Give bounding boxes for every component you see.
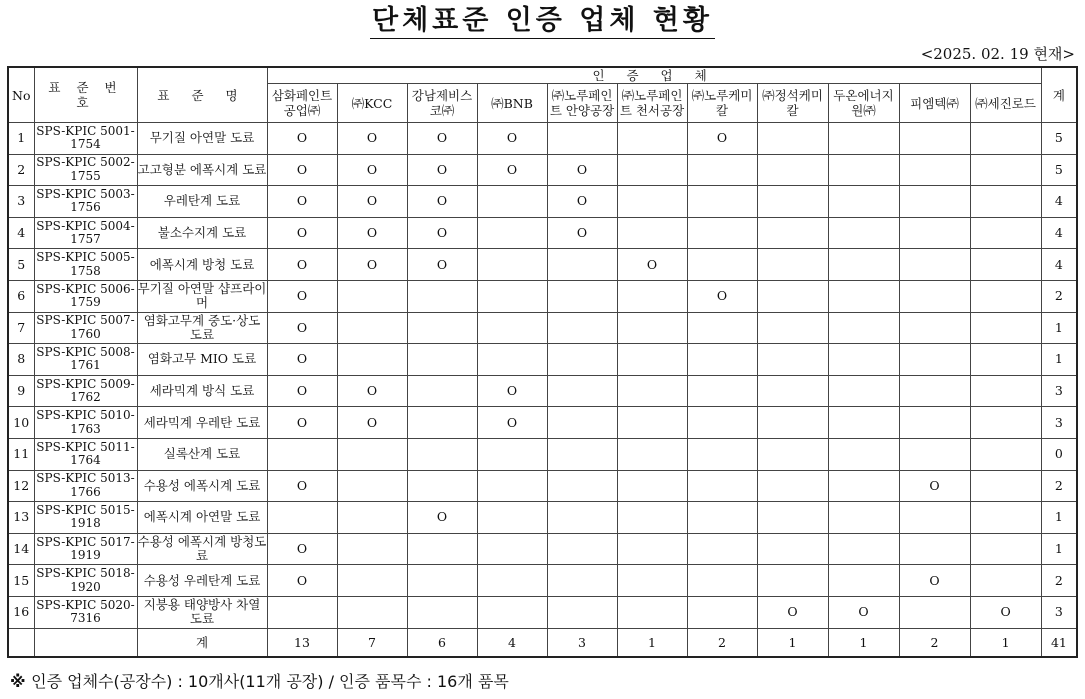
certification-mark: O [267, 470, 337, 502]
row-number: 16 [8, 596, 34, 628]
standard-code: SPS-KPIC 5004-1757 [34, 217, 137, 249]
certification-mark: O [899, 470, 970, 502]
certification-mark [407, 565, 477, 597]
certification-mark [687, 312, 757, 344]
certification-mark [757, 154, 828, 186]
row-total: 1 [1041, 344, 1077, 376]
certification-mark [547, 470, 617, 502]
row-total: 0 [1041, 438, 1077, 470]
company-total: 2 [687, 628, 757, 657]
certification-mark [617, 438, 687, 470]
company-total: 13 [267, 628, 337, 657]
certification-mark [970, 344, 1041, 376]
certification-mark [337, 344, 407, 376]
company-header-1: 삼화페인트공업㈜ [267, 84, 337, 123]
certification-mark [337, 565, 407, 597]
certification-mark: O [477, 123, 547, 155]
certification-mark: O [477, 375, 547, 407]
standard-code: SPS-KPIC 5001-1754 [34, 123, 137, 155]
certification-mark: O [337, 249, 407, 281]
standard-code: SPS-KPIC 5003-1756 [34, 186, 137, 218]
totals-empty-no [8, 628, 34, 657]
certification-mark: O [687, 280, 757, 312]
row-total: 1 [1041, 502, 1077, 534]
page-title: 단체표준 인증 업체 현황 [370, 4, 715, 39]
certification-mark [687, 533, 757, 565]
row-number: 9 [8, 375, 34, 407]
certification-mark [477, 186, 547, 218]
row-total: 3 [1041, 375, 1077, 407]
row-number: 4 [8, 217, 34, 249]
certification-mark [267, 438, 337, 470]
table-row [8, 438, 1077, 470]
certification-mark [267, 596, 337, 628]
certification-mark [477, 249, 547, 281]
row-number: 6 [8, 280, 34, 312]
company-total: 2 [899, 628, 970, 657]
certification-mark [617, 596, 687, 628]
certification-mark: O [267, 344, 337, 376]
row-number: 10 [8, 407, 34, 439]
certification-mark [337, 280, 407, 312]
totals-row [8, 628, 1077, 657]
certification-mark [899, 123, 970, 155]
table-row [8, 312, 1077, 344]
standard-name: 불소수지계 도료 [137, 217, 267, 249]
certification-mark: O [337, 375, 407, 407]
row-total: 5 [1041, 154, 1077, 186]
certification-mark [547, 344, 617, 376]
certification-mark [970, 407, 1041, 439]
certification-mark [407, 344, 477, 376]
certification-mark [547, 438, 617, 470]
certification-mark [970, 375, 1041, 407]
certification-mark [687, 186, 757, 218]
row-total: 5 [1041, 123, 1077, 155]
standard-name: 우레탄계 도료 [137, 186, 267, 218]
certification-mark [828, 375, 899, 407]
certification-mark [828, 280, 899, 312]
certification-mark [267, 502, 337, 534]
certification-mark [687, 502, 757, 534]
certification-mark [970, 280, 1041, 312]
standard-name: 세라믹계 우레탄 도료 [137, 407, 267, 439]
certification-mark [828, 470, 899, 502]
standard-name: 에폭시계 방청 도료 [137, 249, 267, 281]
standard-name: 염화고무 MIO 도료 [137, 344, 267, 376]
footnote-symbol: ※ [10, 672, 26, 691]
standard-code: SPS-KPIC 5006-1759 [34, 280, 137, 312]
certification-mark [337, 533, 407, 565]
certification-mark [970, 123, 1041, 155]
standard-name: 수용성 에폭시계 방청도료 [137, 534, 267, 564]
header-no: No [8, 67, 34, 123]
certification-mark [407, 280, 477, 312]
certification-mark: O [267, 154, 337, 186]
row-total: 2 [1041, 280, 1077, 312]
company-total: 3 [547, 628, 617, 657]
certification-mark [899, 249, 970, 281]
certification-mark [757, 186, 828, 218]
company-header-5: ㈜노루페인트 안양공장 [547, 84, 617, 123]
certification-mark [337, 596, 407, 628]
standard-name: 무기질 아연말 도료 [137, 123, 267, 155]
table-row [8, 407, 1077, 439]
certification-mark: O [407, 502, 477, 534]
standard-code: SPS-KPIC 5018-1920 [34, 565, 137, 597]
standard-code: SPS-KPIC 5008-1761 [34, 344, 137, 376]
standard-name: 무기질 아연말 샵프라이머 [137, 281, 267, 311]
certification-mark: O [337, 154, 407, 186]
certification-mark [617, 565, 687, 597]
certification-mark [687, 407, 757, 439]
company-header-7: ㈜노루케미칼 [687, 84, 757, 123]
certification-mark [687, 154, 757, 186]
table-body [8, 123, 1077, 629]
standard-code: SPS-KPIC 5002-1755 [34, 154, 137, 186]
certification-mark [547, 312, 617, 344]
certification-mark [970, 249, 1041, 281]
certification-mark [477, 280, 547, 312]
standard-name: 지붕용 태양방사 차열 도료 [137, 596, 267, 628]
certification-mark [828, 502, 899, 534]
standard-name: 세라믹계 방식 도료 [137, 375, 267, 407]
header-standard-code: 표 준 번 호 [34, 67, 137, 123]
header-certified-companies: 인 증 업 체 [267, 67, 1041, 84]
certification-mark [757, 375, 828, 407]
certification-mark [617, 312, 687, 344]
certification-mark [970, 533, 1041, 565]
row-total: 2 [1041, 565, 1077, 597]
standard-name: 수용성 우레탄계 도료 [137, 565, 267, 597]
standard-code: SPS-KPIC 5005-1758 [34, 249, 137, 281]
certification-mark [757, 312, 828, 344]
certification-mark [687, 249, 757, 281]
certification-mark [407, 438, 477, 470]
certification-mark [687, 344, 757, 376]
footnote [10, 669, 509, 692]
standard-code: SPS-KPIC 5015-1918 [34, 502, 137, 534]
certification-mark: O [337, 217, 407, 249]
row-number: 13 [8, 502, 34, 534]
certification-mark: O [547, 186, 617, 218]
row-number: 8 [8, 344, 34, 376]
certification-mark [899, 217, 970, 249]
certification-mark [547, 123, 617, 155]
certification-mark [407, 312, 477, 344]
certification-mark: O [267, 217, 337, 249]
certification-mark: O [547, 217, 617, 249]
row-number: 3 [8, 186, 34, 218]
table-row [8, 470, 1077, 502]
certification-mark [547, 375, 617, 407]
row-total: 4 [1041, 249, 1077, 281]
table-row [8, 533, 1077, 565]
certification-mark [970, 186, 1041, 218]
certification-mark: O [828, 596, 899, 628]
certification-mark [477, 312, 547, 344]
certification-mark: O [267, 312, 337, 344]
company-total: 6 [407, 628, 477, 657]
certification-mark [899, 375, 970, 407]
row-total: 3 [1041, 596, 1077, 628]
standard-code: SPS-KPIC 5009-1762 [34, 375, 137, 407]
row-total: 4 [1041, 217, 1077, 249]
table-row [8, 249, 1077, 281]
certification-mark [687, 565, 757, 597]
row-total: 1 [1041, 533, 1077, 565]
table-row [8, 280, 1077, 312]
totals-empty-code [34, 628, 137, 657]
certification-mark [828, 154, 899, 186]
certification-mark: O [267, 407, 337, 439]
certification-mark: O [267, 565, 337, 597]
standard-code: SPS-KPIC 5011-1764 [34, 438, 137, 470]
certification-mark: O [687, 123, 757, 155]
table-row [8, 596, 1077, 628]
company-total: 7 [337, 628, 407, 657]
certification-mark: O [547, 154, 617, 186]
certification-mark [899, 407, 970, 439]
certification-mark [477, 502, 547, 534]
certification-mark [899, 596, 970, 628]
certification-mark: O [757, 596, 828, 628]
certification-mark [828, 533, 899, 565]
certification-table [7, 66, 1078, 658]
certification-mark [547, 502, 617, 534]
standard-code: SPS-KPIC 5007-1760 [34, 312, 137, 344]
certification-mark [687, 470, 757, 502]
certification-mark [547, 596, 617, 628]
company-header-10: 피엠텍㈜ [899, 84, 970, 123]
table-row [8, 344, 1077, 376]
certification-mark: O [477, 407, 547, 439]
certification-mark [617, 186, 687, 218]
row-number: 2 [8, 154, 34, 186]
certification-mark [547, 533, 617, 565]
certification-mark [547, 249, 617, 281]
certification-mark [477, 438, 547, 470]
standard-name: 고고형분 에폭시계 도료 [137, 154, 267, 186]
header-total: 계 [1041, 67, 1077, 123]
page-title-wrap [0, 4, 1085, 39]
company-total: 1 [970, 628, 1041, 657]
table-row [8, 123, 1077, 155]
certification-mark [547, 280, 617, 312]
table-row [8, 186, 1077, 218]
row-number: 1 [8, 123, 34, 155]
row-total: 3 [1041, 407, 1077, 439]
certification-mark [407, 407, 477, 439]
row-total: 4 [1041, 186, 1077, 218]
grand-total: 41 [1041, 628, 1077, 657]
company-header-4: ㈜BNB [477, 84, 547, 123]
certification-mark [477, 596, 547, 628]
certification-mark [757, 407, 828, 439]
certification-mark [687, 596, 757, 628]
row-number: 11 [8, 438, 34, 470]
row-number: 5 [8, 249, 34, 281]
certification-mark [337, 470, 407, 502]
certification-mark: O [407, 249, 477, 281]
certification-mark [477, 565, 547, 597]
table-row [8, 502, 1077, 534]
certification-mark [617, 407, 687, 439]
certification-mark: O [337, 123, 407, 155]
row-total: 2 [1041, 470, 1077, 502]
table-row [8, 217, 1077, 249]
certification-mark: O [267, 186, 337, 218]
standard-name: 실록산계 도료 [137, 438, 267, 470]
certification-mark [687, 375, 757, 407]
certification-mark [757, 438, 828, 470]
certification-mark [828, 438, 899, 470]
certification-mark [687, 217, 757, 249]
company-header-2: ㈜KCC [337, 84, 407, 123]
certification-mark [757, 344, 828, 376]
certification-mark: O [970, 596, 1041, 628]
certification-mark: O [407, 186, 477, 218]
certification-mark [757, 502, 828, 534]
certification-mark: O [899, 565, 970, 597]
certification-mark [970, 502, 1041, 534]
footnote-text: 인증 업체수(공장수) : 10개사(11개 공장) / 인증 품목수 : 16개 품목 [31, 672, 509, 691]
certification-mark [970, 217, 1041, 249]
certification-mark: O [407, 123, 477, 155]
certification-mark: O [617, 249, 687, 281]
company-total: 1 [757, 628, 828, 657]
certification-mark [899, 533, 970, 565]
row-number: 14 [8, 533, 34, 565]
table-row [8, 565, 1077, 597]
row-number: 15 [8, 565, 34, 597]
table-row [8, 375, 1077, 407]
certification-mark [757, 470, 828, 502]
certification-mark [407, 596, 477, 628]
certification-mark [617, 344, 687, 376]
certification-mark [687, 438, 757, 470]
certification-mark [477, 217, 547, 249]
certification-mark [828, 217, 899, 249]
certification-mark: O [267, 375, 337, 407]
certification-mark [337, 438, 407, 470]
certification-mark [970, 438, 1041, 470]
certification-mark [407, 533, 477, 565]
certification-mark [828, 186, 899, 218]
certification-mark [899, 502, 970, 534]
company-header-3: 강남제비스코㈜ [407, 84, 477, 123]
certification-mark [899, 344, 970, 376]
certification-mark [970, 470, 1041, 502]
standard-name: 에폭시계 아연말 도료 [137, 502, 267, 534]
certification-mark [970, 312, 1041, 344]
company-total: 4 [477, 628, 547, 657]
certification-mark [757, 217, 828, 249]
as-of-date: <2025. 02. 19 현재> [920, 45, 1075, 63]
row-number: 12 [8, 470, 34, 502]
row-number: 7 [8, 312, 34, 344]
certification-mark [757, 123, 828, 155]
certification-mark [757, 565, 828, 597]
certification-mark [617, 470, 687, 502]
certification-mark [899, 154, 970, 186]
certification-mark [828, 565, 899, 597]
certification-mark [617, 123, 687, 155]
certification-mark [757, 533, 828, 565]
standard-name: 염화고무계 중도·상도 도료 [137, 312, 267, 344]
certification-mark [617, 217, 687, 249]
certification-mark [828, 123, 899, 155]
certification-mark [970, 154, 1041, 186]
certification-mark [617, 154, 687, 186]
certification-mark [337, 502, 407, 534]
certification-mark [828, 344, 899, 376]
totals-label: 계 [137, 628, 267, 657]
certification-mark [407, 470, 477, 502]
certification-mark [617, 502, 687, 534]
certification-mark: O [267, 280, 337, 312]
standard-code: SPS-KPIC 5020-7316 [34, 596, 137, 628]
certification-mark [407, 375, 477, 407]
certification-mark [547, 407, 617, 439]
standard-code: SPS-KPIC 5017-1919 [34, 533, 137, 565]
certification-mark: O [477, 154, 547, 186]
certification-mark [899, 312, 970, 344]
certification-mark: O [407, 154, 477, 186]
company-header-11: ㈜세진로드 [970, 84, 1041, 123]
certification-mark [899, 186, 970, 218]
certification-mark [899, 438, 970, 470]
table-row [8, 154, 1077, 186]
certification-mark [757, 249, 828, 281]
certification-mark [477, 344, 547, 376]
certification-mark: O [267, 123, 337, 155]
certification-mark: O [267, 533, 337, 565]
certification-mark: O [267, 249, 337, 281]
certification-mark: O [337, 407, 407, 439]
certification-mark [828, 312, 899, 344]
row-total: 1 [1041, 312, 1077, 344]
certification-mark: O [337, 186, 407, 218]
certification-mark [477, 533, 547, 565]
standard-name: 수용성 에폭시계 도료 [137, 470, 267, 502]
company-total: 1 [828, 628, 899, 657]
certification-mark [828, 407, 899, 439]
company-header-6: ㈜노루페인트 천서공장 [617, 84, 687, 123]
certification-mark [337, 312, 407, 344]
certification-mark: O [407, 217, 477, 249]
company-header-9: 두온에너지원㈜ [828, 84, 899, 123]
header-standard-name: 표 준 명 [137, 67, 267, 123]
certification-mark [547, 565, 617, 597]
certification-mark [477, 470, 547, 502]
company-total: 1 [617, 628, 687, 657]
certification-mark [617, 280, 687, 312]
company-header-8: ㈜정석케미칼 [757, 84, 828, 123]
certification-mark [757, 280, 828, 312]
certification-mark [617, 375, 687, 407]
standard-code: SPS-KPIC 5013-1766 [34, 470, 137, 502]
standard-code: SPS-KPIC 5010-1763 [34, 407, 137, 439]
certification-mark [617, 533, 687, 565]
certification-mark [899, 280, 970, 312]
certification-mark [970, 565, 1041, 597]
certification-mark [828, 249, 899, 281]
